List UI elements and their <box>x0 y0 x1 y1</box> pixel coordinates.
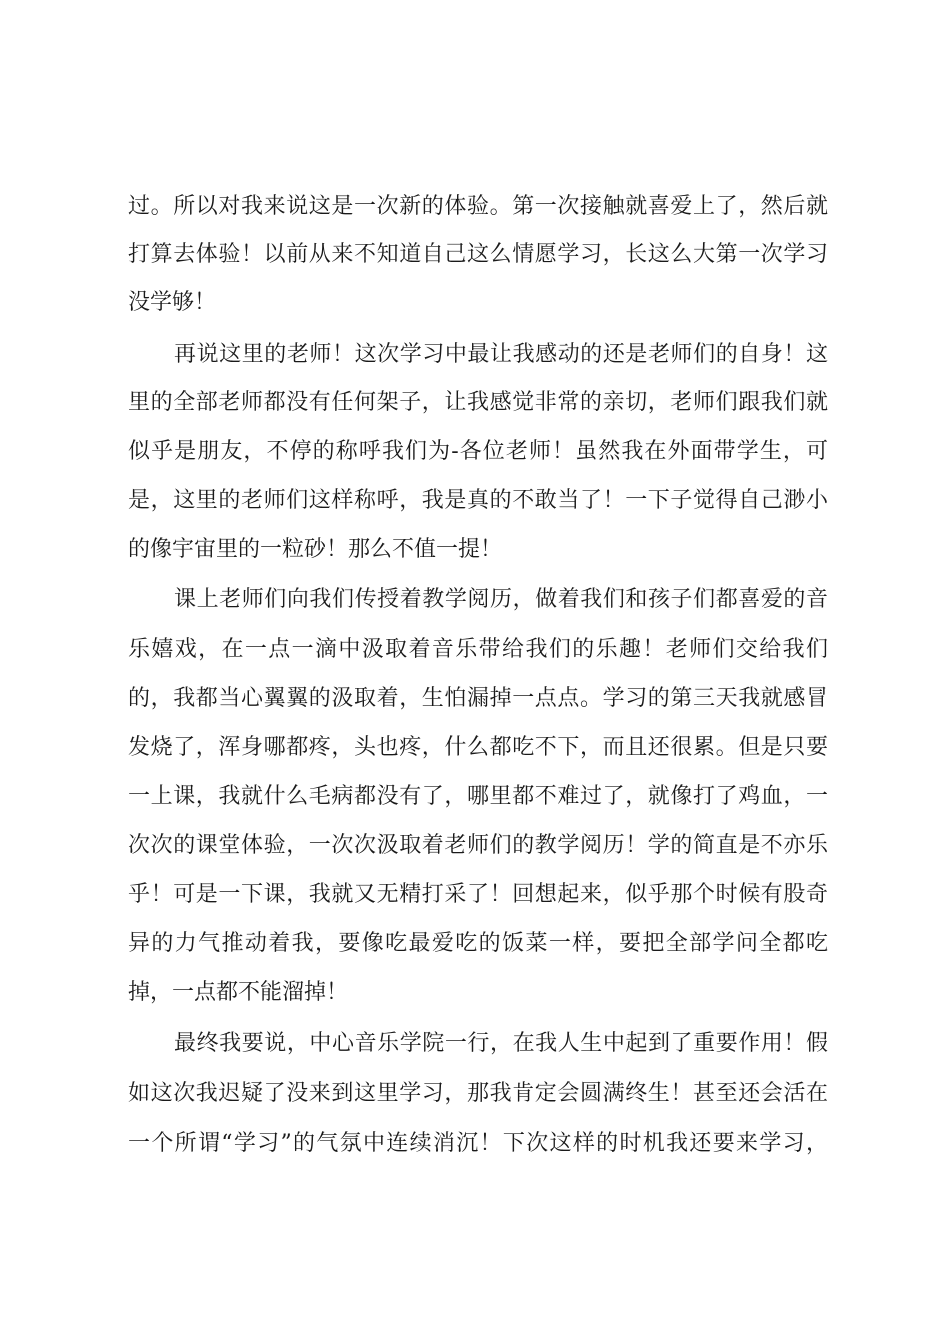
text-line: 的，我都当心翼翼的汲取着，生怕漏掉一点点。学习的第三天我就感冒 <box>128 686 828 711</box>
paragraph-first-line: 最终我要说，中心音乐学院一行，在我人生中起到了重要作用！假 <box>174 1031 828 1056</box>
text-line: 掉，一点都不能溜掉！ <box>128 980 349 1005</box>
text-line: 次次的课堂体验，一次次汲取着老师们的教学阅历！学的简直是不亦乐 <box>128 833 828 858</box>
paragraph-first-line: 课上老师们向我们传授着教学阅历，做着我们和孩子们都喜爱的音 <box>174 587 828 612</box>
paragraph-first-line: 再说这里的老师！这次学习中最让我感动的还是老师们的自身！这 <box>174 342 828 367</box>
text-line: 没学够！ <box>128 290 217 315</box>
text-line: 里的全部老师都没有任何架子，让我感觉非常的亲切，老师们跟我们就 <box>128 390 828 415</box>
text-line: 是，这里的老师们这样称呼，我是真的不敢当了！一下子觉得自己渺小 <box>128 488 828 513</box>
text-line: 乐嬉戏，在一点一滴中汲取着音乐带给我们的乐趣！老师们交给我们 <box>128 637 828 662</box>
text-line: 过。所以对我来说这是一次新的体验。第一次接触就喜爱上了，然后就 <box>128 194 828 219</box>
text-line: 打算去体验！以前从来不知道自己这么情愿学习，长这么大第一次学习 <box>128 242 828 267</box>
text-line: 一个所谓“学习”的气氛中连续消沉！下次这样的时机我还要来学习， <box>128 1131 828 1156</box>
text-line: 如这次我迟疑了没来到这里学习，那我肯定会圆满终生！甚至还会活在 <box>128 1081 828 1106</box>
text-line: 似乎是朋友，不停的称呼我们为-各位老师！虽然我在外面带学生，可 <box>128 439 828 464</box>
text-line: 一上课，我就什么毛病都没有了，哪里都不难过了，就像打了鸡血，一 <box>128 784 828 809</box>
text-line: 异的力气推动着我，要像吃最爱吃的饭菜一样，要把全部学问全都吃 <box>128 931 828 956</box>
text-line: 发烧了，浑身哪都疼，头也疼，什么都吃不下，而且还很累。但是只要 <box>128 735 828 760</box>
text-line: 的像宇宙里的一粒砂！那么不值一提！ <box>128 537 503 562</box>
text-line: 乎！可是一下课，我就又无精打采了！回想起来，似乎那个时候有股奇 <box>128 882 828 907</box>
